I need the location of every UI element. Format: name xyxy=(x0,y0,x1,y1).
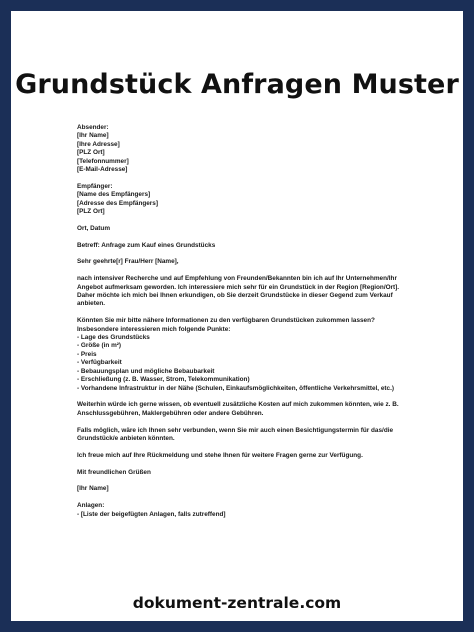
greeting: Mit freundlichen Grüßen xyxy=(77,468,151,476)
list-item: - Bebauungsplan und mögliche Bebaubarkeit xyxy=(77,367,215,375)
sender-postcode-city: [PLZ Ort] xyxy=(77,149,105,157)
list-item: - Preis xyxy=(77,350,97,358)
signature: [Ihr Name] xyxy=(77,485,109,493)
document-title: Grundstück Anfragen Muster xyxy=(15,69,459,100)
recipient-address: [Adresse des Empfängers] xyxy=(77,199,158,207)
intro-paragraph: nach intensiver Recherche und auf Empfehlung von Freunden/Bekannten bin ich auf Ihr Unternehmen/Ihr Angebot aufmerksam geworden. Ich interessiere mich sehr für ein Grundstück in der Region [Region/Ort]. Daher möchte ich mich bei Ihnen erkundigen, ob Sie derzeit Grundstücke in dieser Gegend zum Verkauf anbieten. xyxy=(77,275,400,308)
question-line: Insbesondere interessieren mich folgende Punkte: xyxy=(77,325,231,333)
costs-paragraph: Weiterhin würde ich gerne wissen, ob eventuell zusätzliche Kosten auf mich zukommen könnten, wie z. B. Anschlussgebühren, Maklergebühren oder andere Gebühren. xyxy=(77,401,399,417)
recipient-postcode-city: [PLZ Ort] xyxy=(77,208,105,216)
sender-email: [E-Mail-Adresse] xyxy=(77,166,128,174)
attachments-item: - [Liste der beigefügten Anlagen, falls zutreffend] xyxy=(77,510,226,518)
sender-phone: [Telefonnummer] xyxy=(77,157,129,165)
recipient-name: [Name des Empfängers] xyxy=(77,191,151,199)
sender-label: Absender: xyxy=(77,124,109,131)
letter-body xyxy=(77,124,417,519)
salutation: Sehr geehrte[r] Frau/Herr [Name], xyxy=(77,258,179,266)
question-line: Könnten Sie mir bitte nähere Informationen zu den verfügbaren Grundstücken zukommen lassen? xyxy=(77,317,375,325)
sender-name: [Ihr Name] xyxy=(77,132,109,140)
viewing-paragraph: Falls möglich, wäre ich Ihnen sehr verbunden, wenn Sie mir auch einen Besichtigungstermin für das/die Grundstück/e anbieten könnten. xyxy=(77,426,394,442)
closing-paragraph: Ich freue mich auf Ihre Rückmeldung und stehe Ihnen für weitere Fragen gerne zur Verfügung. xyxy=(77,451,363,459)
list-item: - Größe (in m²) xyxy=(77,342,122,350)
sender-address: [Ihre Adresse] xyxy=(77,140,120,148)
list-item: - Erschließung (z. B. Wasser, Strom, Telekommunikation) xyxy=(77,376,250,384)
list-item: - Lage des Grundstücks xyxy=(77,334,150,342)
footer-website: dokument-zentrale.com xyxy=(132,594,342,612)
place-date: Ort, Datum xyxy=(77,224,111,232)
list-item: - Verfügbarkeit xyxy=(77,359,122,367)
list-item: - Vorhandene Infrastruktur in der Nähe (Schulen, Einkaufsmöglichkeiten, öffentliche Verkehrsmittel, etc.) xyxy=(77,384,394,392)
subject-line: Betreff: Anfrage zum Kauf eines Grundstücks xyxy=(77,241,216,249)
attachments-label: Anlagen: xyxy=(77,502,105,510)
document-page xyxy=(11,11,463,621)
recipient-label: Empfänger: xyxy=(77,182,113,190)
